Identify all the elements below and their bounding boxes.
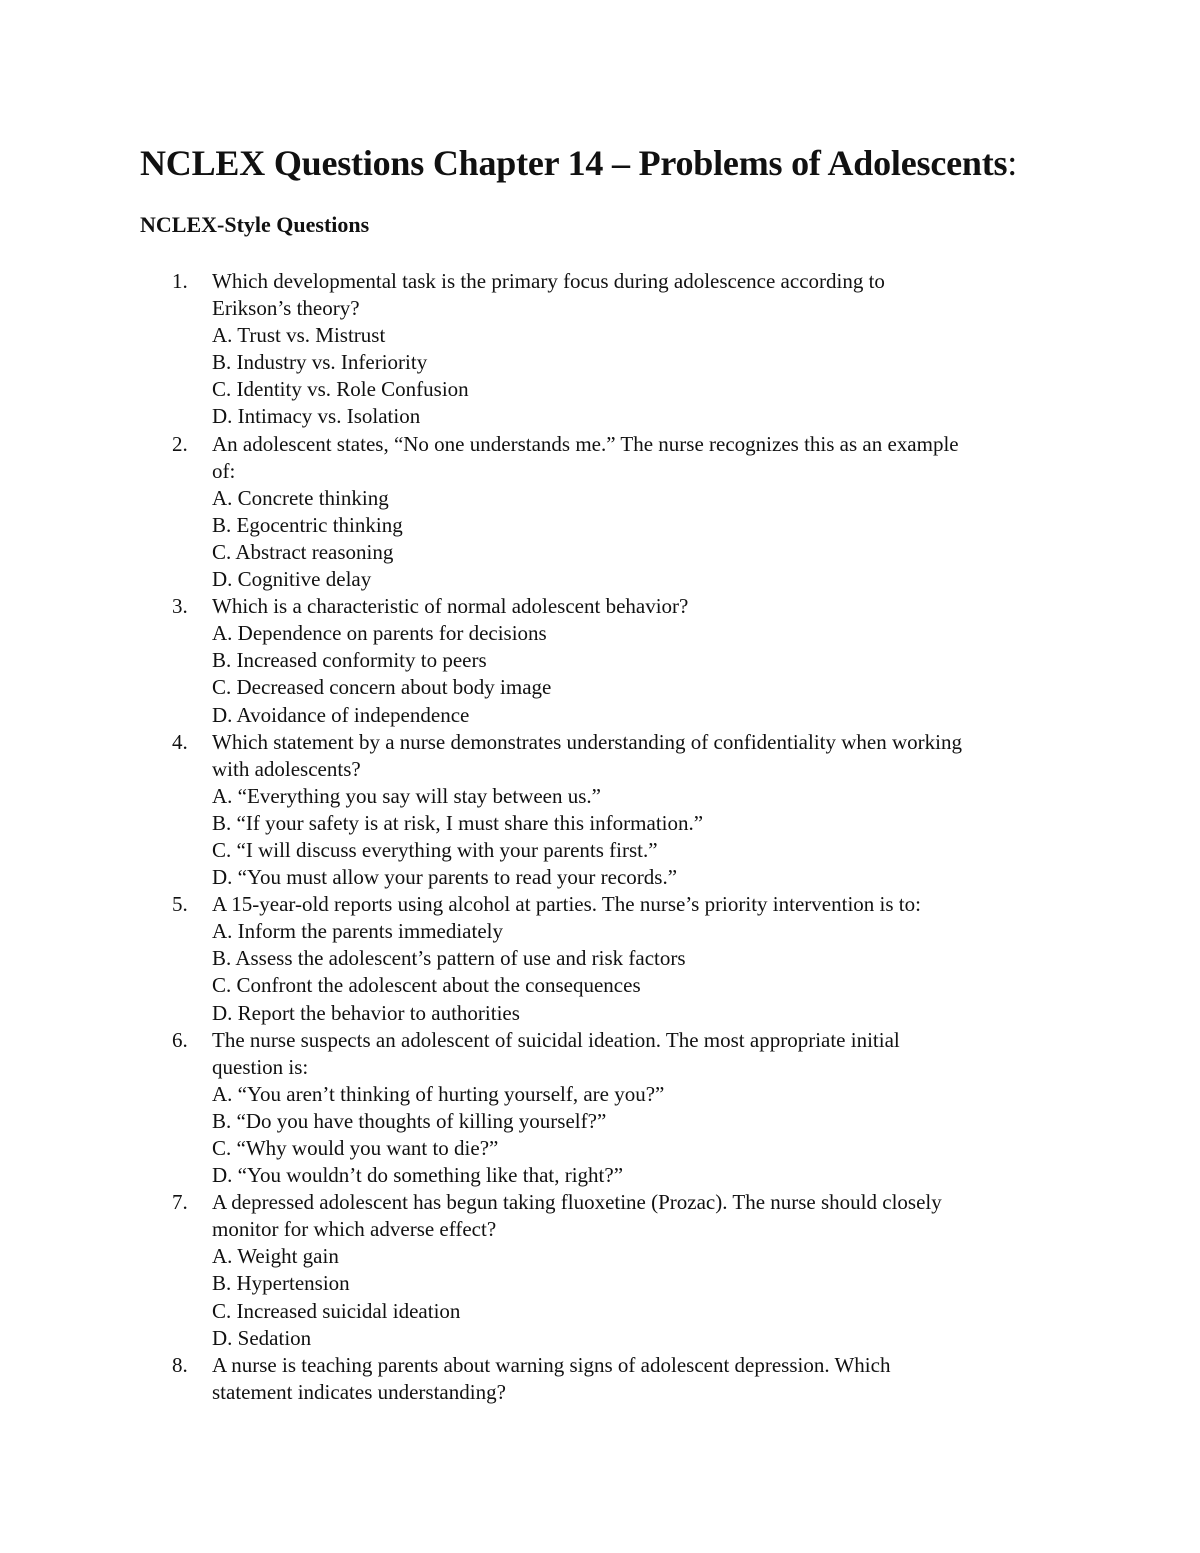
answer-option: B. Assess the adolescent’s pattern of use and risk factors	[212, 946, 686, 971]
question-number: 7.	[172, 1190, 188, 1215]
question-number: 2.	[172, 431, 188, 456]
answer-option: A. Weight gain	[212, 1244, 339, 1269]
answer-option: C. Decreased concern about body image	[212, 675, 552, 700]
answer-option: D. Cognitive delay	[212, 567, 372, 592]
question-text-line: An adolescent states, “No one understands me.” The nurse recognizes this as an example	[212, 431, 959, 456]
question-text-line: A 15-year-old reports using alcohol at parties. The nurse’s priority intervention is to:	[212, 892, 921, 917]
question-item	[172, 1027, 1072, 1190]
question-text-line: monitor for which adverse effect?	[212, 1217, 497, 1242]
answer-option: A. Inform the parents immediately	[212, 919, 503, 944]
section-title: NCLEX-Style Questions	[140, 212, 370, 237]
answer-option: D. “You wouldn’t do something like that, right?”	[212, 1163, 624, 1188]
answer-option: B. Industry vs. Inferiority	[212, 350, 428, 375]
answer-option: D. “You must allow your parents to read your records.”	[212, 865, 678, 890]
answer-option: C. Confront the adolescent about the consequences	[212, 973, 641, 998]
question-text-line: Which is a characteristic of normal adolescent behavior?	[212, 594, 689, 619]
question-text-line: Which developmental task is the primary focus during adolescence according to	[212, 269, 885, 293]
answer-option: C. Increased suicidal ideation	[212, 1298, 461, 1323]
question-text-line: Which statement by a nurse demonstrates understanding of confidentiality when working	[212, 729, 962, 754]
answer-option: D. Intimacy vs. Isolation	[212, 404, 421, 429]
answer-option: A. Concrete thinking	[212, 485, 389, 510]
question-number: 8.	[172, 1352, 188, 1377]
answer-option: D. Sedation	[212, 1325, 312, 1350]
question-item	[172, 1189, 1072, 1352]
answer-option: B. Egocentric thinking	[212, 512, 403, 537]
answer-option: B. “If your safety is at risk, I must share this information.”	[212, 810, 704, 835]
document-title-colon: :	[1007, 143, 1018, 183]
answer-option: B. “Do you have thoughts of killing yourself?”	[212, 1108, 607, 1133]
question-text-line: question is:	[212, 1054, 309, 1079]
answer-option: C. “Why would you want to die?”	[212, 1136, 499, 1160]
answer-option: C. “I will discuss everything with your parents first.”	[212, 837, 658, 862]
answer-option: A. Trust vs. Mistrust	[212, 323, 386, 348]
question-text-line: with adolescents?	[212, 756, 361, 781]
question-text-line: Erikson’s theory?	[212, 296, 360, 321]
question-item	[172, 891, 1072, 1026]
question-number: 1.	[172, 269, 188, 293]
question-item	[172, 1352, 1072, 1406]
question-item	[172, 729, 1072, 892]
question-text-line: statement indicates understanding?	[212, 1379, 506, 1404]
question-text-line: A depressed adolescent has begun taking fluoxetine (Prozac). The nurse should closely	[212, 1190, 942, 1215]
answer-option: D. Avoidance of independence	[212, 702, 470, 727]
answer-option: B. Increased conformity to peers	[212, 648, 487, 673]
question-item	[172, 593, 1072, 728]
question-number: 3.	[172, 594, 188, 619]
answer-option: C. Abstract reasoning	[212, 539, 394, 564]
question-text-line: of:	[212, 458, 236, 483]
question-item	[172, 431, 1072, 594]
answer-option: A. “You aren’t thinking of hurting yourself, are you?”	[212, 1081, 665, 1106]
question-number: 5.	[172, 892, 188, 917]
answer-option: B. Hypertension	[212, 1271, 350, 1296]
document-title-text: NCLEX Questions Chapter 14 – Problems of Adolescents	[140, 143, 1008, 183]
question-number: 4.	[172, 729, 188, 754]
question-item	[172, 268, 1072, 431]
question-text-line: A nurse is teaching parents about warning signs of adolescent depression. Which	[212, 1352, 891, 1377]
question-text-line: The nurse suspects an adolescent of suicidal ideation. The most appropriate initial	[212, 1027, 900, 1052]
answer-option: A. Dependence on parents for decisions	[212, 621, 547, 646]
document-title	[140, 142, 1017, 184]
answer-option: D. Report the behavior to authorities	[212, 1000, 520, 1025]
question-list	[172, 268, 1072, 1406]
answer-option: A. “Everything you say will stay between us.”	[212, 783, 601, 808]
answer-option: C. Identity vs. Role Confusion	[212, 377, 469, 402]
question-number: 6.	[172, 1027, 188, 1052]
